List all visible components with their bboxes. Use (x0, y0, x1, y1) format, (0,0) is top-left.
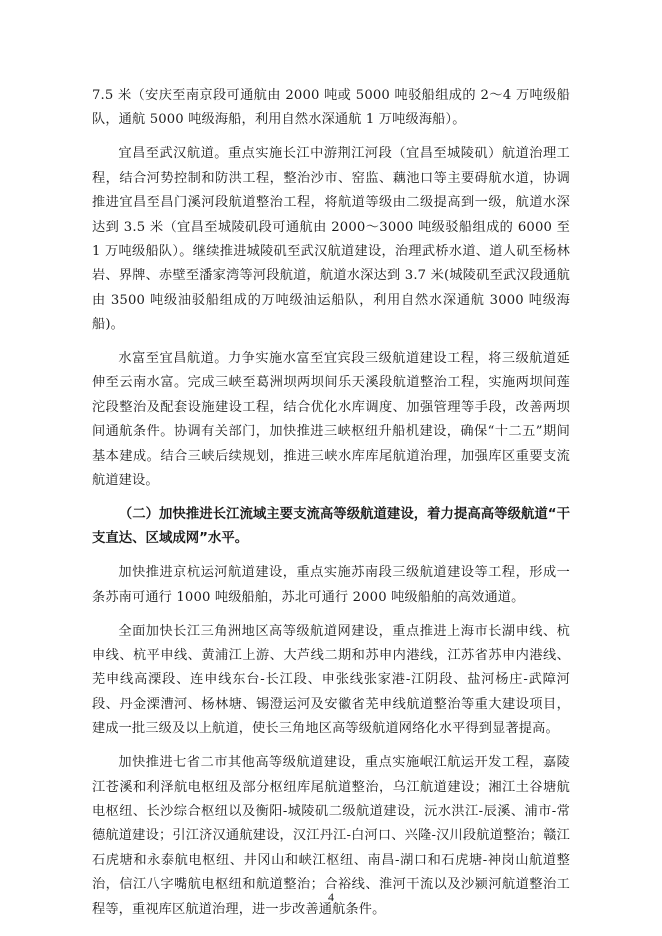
paragraph-continuation: 7.5 米（安庆至南京段可通航由 2000 吨或 5000 吨驳船组成的 2～4 万吨级船队，通航 5000 吨级海船，利用自然水深通航 1 万吨级海船）。 (92, 88, 570, 128)
paragraph-shuifu-yichang: 水富至宜昌航道。力争实施水富至宜宾段三级航道建设工程，将三级航道延伸至云南水富。完成三峡至葛洲坝两坝间乐天溪段航道整治工程，实施两坝间莲沱段整治及配套设施建设工程，结合优化水库调度、加强管理等手段，改善两坝间通航条件。协调有关部门，加快推进三峡枢纽升船机建设，确保“十二五”期间基本建成。结合三峡后续规划，推进三峡水库库尾航道治理，加强库区重要支流航道建设。 (92, 351, 570, 489)
paragraph-seven-provinces: 加快推进七省二市其他高等级航道建设，重点实施岷江航运开发工程，嘉陵江苍溪和利泽航电枢纽及部分枢纽库尾航道整治，乌江航道建设；湘江土谷塘航电枢纽、长沙综合枢纽以及衡阳-城陵矶二级航道建设，沅水洪江-辰溪、浦市-常德航道建设；引江济汉通航建设，汉江丹江-白河口、兴隆-汉川段航道整治；赣江石虎塘和永泰航电枢纽、井冈山和峡江枢纽、南昌-湖口和石虎塘-神岗山航道整治，信江八字嘴航电枢纽和航道整治；合裕线、淮河干流以及沙颍河航道整治工程等，重视库区航道治理，进一步改善通航条件。 (92, 755, 570, 917)
document-page (92, 84, 570, 932)
page-number: 4 (328, 890, 334, 904)
paragraph-yangtze-delta: 全面加快长江三角洲地区高等级航道网建设，重点推进上海市长湖申线、杭申线、杭平申线、黄浦江上游、大芦线二期和苏申内港线，江苏省苏申内港线、芜申线高溧段、连申线东台-长江段、申张线张家港-江阴段、盐河杨庄-武障河段、丹金溧漕河、杨林塘、锡澄运河及安徽省芜申线航道整治等重大建设项目，建成一批三级及以上航道，使长三角地区高等级航道网络化水平得到显著提高。 (92, 623, 570, 737)
section-heading: （二）加快推进长江流域主要支流高等级航道建设，着力提高高等级航道“干支直达、区域成网”水平。 (92, 507, 570, 547)
paragraph-jinghang-canal: 加快推进京杭运河航道建设，重点实施苏南段三级航道建设等工程，形成一条苏南可通行 1000 吨级船舶，苏北可通行 2000 吨级船舶的高效通道。 (92, 565, 570, 605)
paragraph-yichang-wuhan: 宜昌至武汉航道。重点实施长江中游荆江河段（宜昌至城陵矶）航道治理工程，结合河势控制和防洪工程，整治沙市、窑监、藕池口等主要碍航水道，协调推进宜昌至昌门溪河段航道整治工程，将航道等级由二级提高到一级，航道水深达到 3.5 米（宜昌至城陵矶段可通航由 2000～3000 吨级驳船组成的 6000 至 1 万吨级船队）。继续推进城陵矶至武汉航道建设，治理武桥水道、道人矶至杨林岩、界牌、赤壁至潘家湾等河段航道，航道水深达到 3.7 米(城陵矶至武汉段通航由 3500 吨级油驳船组成的万吨级油运船队，利用自然水深通航 3000 吨级海船)。 (92, 146, 570, 333)
